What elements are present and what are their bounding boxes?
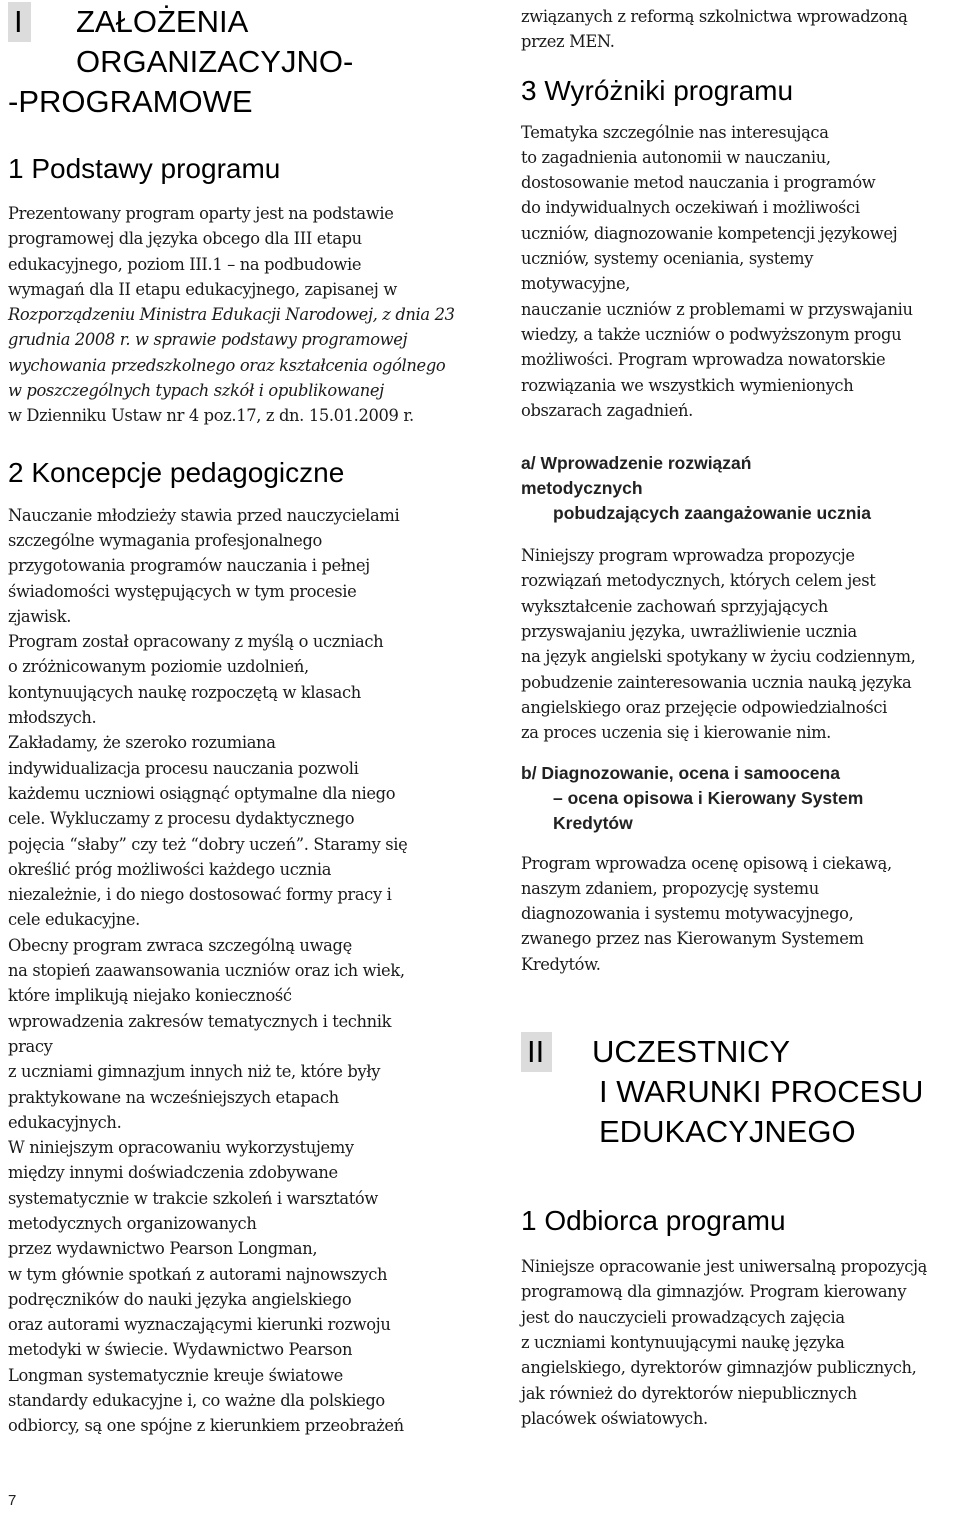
section-heading-podstawy: 1 Podstawy programu [8,153,281,184]
right-column [521,0,956,1431]
chapter-heading-1 [8,2,448,122]
section-heading-odbiorca: 1 Odbiorca programu [521,1205,786,1237]
subsection-heading-b: b/ Diagnozowanie, ocena i samoocena – ocena opisowa i Kierowany System Kredytów [521,762,864,833]
paragraph-subsection-b: Program wprowadza ocenę opisową i ciekawą, naszym zdaniem, propozycję systemu diagnozowania i systemu motywacyjnego, zwanego przez nas Kierowanym Systemem Kredytów. [521,853,892,974]
section-heading-wyrozniki: 3 Wyróżniki programu [521,74,794,106]
paragraph-wyrozniki: Tematyka szczególnie nas interesująca to zagadnienia autonomii w nauczaniu, dostosowanie metod nauczania i programów do indywidualnych oczekiwań i możliwości uczniów, diagnozowanie kompetencji językowej uczniów, systemy oceniania, systemy motywacyjne, nauczanie uczniów z problemami w przyswajaniu wiedzy, a także uczniów o podwyższonym progu możliwości. Program wprowadza nowatorskie rozwiązania we wszystkich wymienionych obszarach zagadnień. [521,122,913,420]
section-heading-koncepcje: 2 Koncepcje pedagogiczne [8,456,345,488]
paragraph-subsection-a: Niniejszy program wprowadza propozycje rozwiązań metodycznych, których celem jest wykształcenie zachowań sprzyjających przyswajaniu języka, uwrażliwienie ucznia na język angielski spotykany w życiu codziennym, pobudzenie zainteresowania ucznia nauką języka angielskiego oraz przejęcie odpowiedzialności za proces uczenia się i kierowanie nim. [521,546,916,743]
chapter-heading-2 [521,1032,956,1152]
chapter-number: II [521,1032,552,1072]
chapter-number: I [8,2,31,42]
paragraph-koncepcje: Nauczanie młodzieży stawia przed nauczycielami szczególne wymagania profesjonalnego przygotowania programów nauczania i pełnej świadomości występujących w tym procesie zjawisk. Program został opracowany z myślą o uczniach o zróżnicowanym poziomie uzdolnień, kontynuujących naukę rozpoczętą w klasach młodszych. Zakładamy, że szeroko rozumiana indywidualizacja procesu nauczania pozwoli każdemu uczniowi osiągnąć optymalne dla niego cele. Wykluczamy z procesu dydaktycznego pojęcia “słaby” czy też “dobry uczeń”. Staramy się określić próg możliwości każdego ucznia niezależnie, i do niego dostosować formy pracy i cele edukacyjne. Obecny program zwraca szczególną uwagę na stopień zaawansowania uczniów oraz ich wiek, które implikują niejako konieczność wprowadzenia zakresów tematycznych i technik pracy z uczniami gimnazjum innych niż te, które były praktykowane na wcześniejszych etapach edukacyjnych. W niniejszym opracowaniu wykorzystujemy między innymi doświadczenia zdobywane systematycznie w trakcie szkoleń i warsztatów metodycznych organizowanych przez wydawnictwo Pearson Longman, w tym głównie spotkań z autorami najnowszych podręczników do nauki języka angielskiego oraz autorami wyznaczającymi kierunki rozwoju metodyki w świecie. Wydawnictwo Pearson Longman systematycznie kreuje światowe standardy edukacyjne i, co ważne dla polskiego odbiorcy, są one spójne z kierunkiem przeobrażeń [8,505,408,1436]
chapter-title: ZAŁOŻENIA ORGANIZACYJNO- [76,4,354,79]
page-number: 7 [8,1492,17,1509]
paragraph-podstawy: Prezentowany program oparty jest na podstawie programowej dla języka obcego dla III etapu edukacyjnego, poziom III.1 – na podbudowie wymagań dla II etapu edukacyjnego, zapisanej w Rozporządzeniu Ministra Edukacji Narodowej, z dnia 23 grudnia 2008 r. w sprawie podstawy programowej wychowania przedszkolnego oraz kształcenia ogólnego w poszczególnych typach szkół i opublikowanej w Dzienniku Ustaw nr 4 poz.17, z dn. 15.01.2009 r. [8,204,455,426]
chapter-title-continuation: -PROGRAMOWE [8,84,253,119]
left-column [8,0,455,1439]
chapter-title: UCZESTNICY I WARUNKI PROCESU EDUKACYJNEGO [592,1034,924,1150]
paragraph-continuation: związanych z reformą szkolnictwa wprowadzoną przez MEN. [521,7,908,52]
subsection-heading-a: a/ Wprowadzenie rozwiązań metodycznych pobudzających zaangażowanie ucznia [521,453,871,524]
paragraph-odbiorca: Niniejsze opracowanie jest uniwersalną propozycją programową dla gimnazjów. Program kierowany jest do nauczycieli prowadzących zajęcia z uczniami kontynuującymi naukę języka angielskiego, dyrektorów gimnazjów publicznych, jak również do dyrektorów niepublicznych placówek oświatowych. [521,1257,928,1428]
